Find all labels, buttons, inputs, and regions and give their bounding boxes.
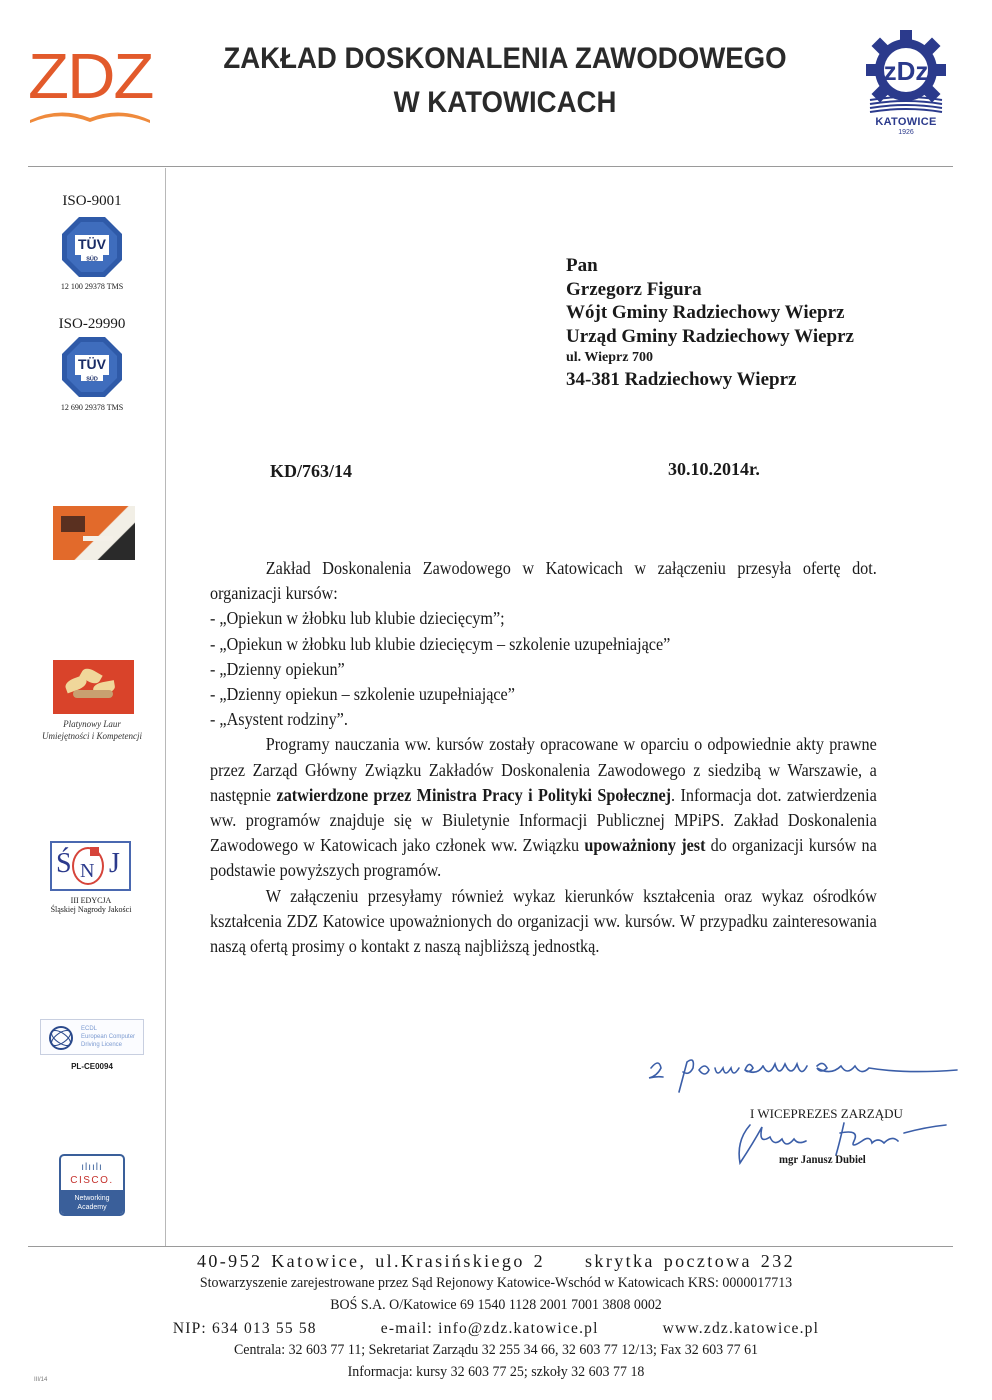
cisco-line-2: Academy [77,1204,107,1211]
zdz-logo [28,40,153,124]
course-item: - „Asystent rodziny”. [210,709,348,730]
svg-text:SÜD: SÜD [86,376,98,383]
recipient-city: 34-381 Radziechowy Wieprz [566,369,797,390]
footer-registration: Stowarzyszenie zarejestrowane przez Sąd Rejonowy Katowice-Wschód w Katowicach KRS: 0000017713 [199,1275,793,1291]
course-item: - „Dzienny opiekun – szkolenie uzupełniające” [210,684,515,705]
footer-info-phones: Informacja: kursy 32 603 77 25; szkoły 32 603 77 18 [347,1364,645,1380]
footer-po-box: skrytka pocztowa 232 [585,1251,795,1271]
course-item: - „Opiekun w żłobku lub klubie dziecięcym – szkolenie uzupełniające” [210,633,671,654]
snj-logo [50,841,131,891]
gear-emblem-icon [860,30,952,116]
emblem-year: 1926 [898,129,914,136]
snj-letter-n: N [80,860,95,882]
header-divider [28,166,953,167]
recipient-name: Grzegorz Figura [566,278,702,300]
cisco-line-1: Networking [74,1195,110,1202]
cisco-networking-academy-logo [59,1154,125,1216]
footer-address-line [0,1251,992,1272]
laurel-caption-1: Platynowy Laur [63,719,121,729]
footer-phones: Centrala: 32 603 77 11; Sekretariat Zarządu 32 255 34 66, 32 603 77 12/13; Fax 32 603 77 61 [233,1342,759,1358]
footer-email[interactable]: e-mail: info@zdz.katowice.pl [380,1320,599,1337]
recipient-office: Urząd Gminy Radziechowy Wieprz [566,325,854,347]
tuv-sud-icon [61,336,123,398]
letter-date: 30.10.2014r. [668,459,760,479]
snj-letter-j: J [109,848,120,879]
emblem-city: KATOWICE [875,116,937,128]
recipient-address-block [566,254,854,392]
platinum-laurel-image [53,660,134,714]
form-code: III/14 [34,1377,48,1383]
flag-icon [90,847,99,856]
iso-29990-number: 12 690 29378 TMS [60,403,124,412]
footer-divider [28,1246,953,1247]
svg-text:zDz: zDz [883,56,929,86]
recipient-salutation: Pan [566,255,598,276]
ecdl-line-1: European Computer [81,1034,136,1040]
handwritten-closing [645,1050,965,1094]
programs-text-2: . Informacja dot. zatwierdzenia ww. programów znajduje się w Biuletynie Informacji Publicznej MPiPS. Zakład Doskonalenia Zawodowego w Katowicach jako członek ww. Związku [210,784,877,856]
footer-website[interactable]: www.zdz.katowice.pl [662,1320,820,1337]
ecdl-label: ECDL [81,1026,98,1032]
organization-title: ZAKŁAD DOSKONALENIA ZAWODOWEGO [223,42,787,75]
programs-paragraph [210,732,877,883]
zdz-emblem [860,30,952,140]
footer-nip: NIP: 634 013 55 58 [172,1320,317,1337]
zdz-logo-text: ZDZ [28,40,153,112]
intro-paragraph: Zakład Doskonalenia Zawodowego w Katowicach w załączeniu przesyła ofertę dot. organizacji kursów: [210,558,877,604]
signatory-name: mgr Janusz Dubiel [779,1152,866,1166]
footer-contact-line [0,1320,992,1338]
course-item: - „Opiekun w żłobku lub klubie dziecięcym”; [210,608,505,629]
cisco-wordmark: CISCO. [70,1175,114,1186]
programs-text-3: do organizacji kursów na podstawie powyższych programów. [210,835,877,881]
snj-caption-1: III EDYCJA [70,896,112,905]
cisco-bars-icon: ılıılı [81,1162,103,1173]
iso-9001-number: 12 100 29378 TMS [60,282,124,291]
iso-9001-title: ISO-9001 [62,193,122,209]
signatory-title: I WICEPREZES ZARZĄDU [750,1106,903,1121]
award-caption-strip [83,536,113,541]
svg-text:TÜV: TÜV [78,236,106,252]
reference-number: KD/763/14 [270,461,353,481]
footer-address: 40-952 Katowice, ul.Krasińskiego 2 [196,1251,546,1271]
programs-text-1: Programy nauczania ww. kursów zostały opracowane w oparciu o odpowiednie akty prawne przez Zarząd Główny Związku Zakładów Doskonalenia Zawodowego z siedzibą w Warszawie, a następnie [210,734,877,805]
recipient-position: Wójt Gminy Radziechowy Wieprz [566,302,845,323]
svg-text:TÜV: TÜV [78,356,106,372]
ecdl-code: PL-CE0094 [71,1062,113,1071]
programs-approval-bold: zatwierdzone przez Ministra Pracy i Polityki Społecznej [276,784,672,805]
course-item: - „Dzienny opiekun” [210,658,345,679]
attachments-paragraph: W załączeniu przesyłamy również wykaz kierunków kształcenia oraz wykaz ośrodków kształcenia ZDZ Katowice upoważnionych do organizacji ww. kursów. W przypadku zainteresowania naszą ofertą prosimy o kontakt z naszą najbliższą jednostką. [210,885,877,957]
letter-body [210,556,877,959]
recipient-street: ul. Wieprz 700 [566,350,653,365]
footer-bank-account: BOŚ S.A. O/Katowice 69 1540 1128 2001 7001 3808 0002 [330,1297,662,1313]
globe-icon [47,1024,75,1052]
iso-29990-title: ISO-29990 [58,316,126,332]
programs-authorized-bold: upoważniony jest [584,835,706,856]
award-image [53,506,135,560]
svg-text:SÜD: SÜD [86,256,98,263]
snj-caption-2: Śląskiej Nagrody Jakości [50,905,132,914]
ecdl-line-2: Driving Licence [81,1042,123,1048]
laurel-caption-2: Umiejętności i Kompetencji [42,731,142,741]
ecdl-logo [40,1019,144,1055]
organization-subtitle: W KATOWICACH [393,86,617,119]
snj-letter-s: Ś [56,848,72,879]
award-banner-graphic [61,516,85,532]
open-book-icon [28,106,152,124]
laurel-ribbon [73,690,113,698]
tuv-sud-icon [61,216,123,278]
sidebar-divider [165,168,166,1246]
